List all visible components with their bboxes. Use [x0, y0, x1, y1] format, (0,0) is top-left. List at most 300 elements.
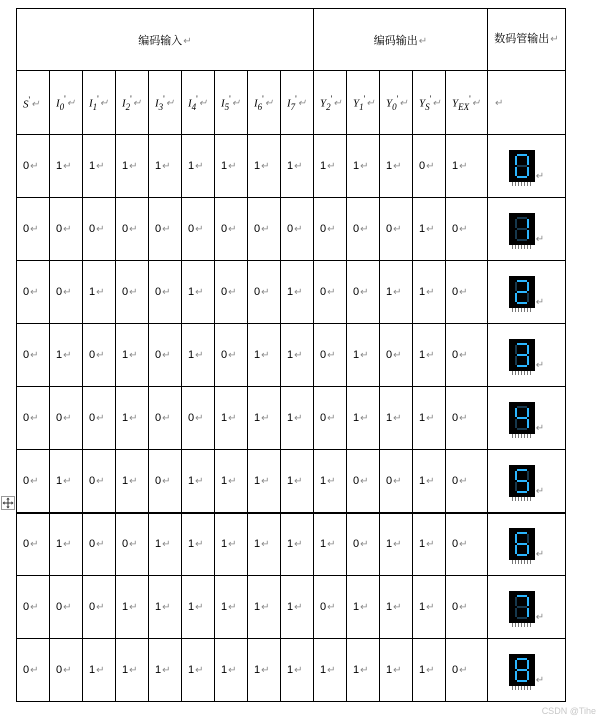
- cell-value: 0: [23, 160, 30, 172]
- cell-value: 0: [56, 223, 63, 235]
- paragraph-mark: ↵: [96, 602, 105, 613]
- paragraph-mark: ↵: [63, 602, 72, 613]
- table-cell: [446, 576, 488, 639]
- table-cell: [182, 513, 215, 576]
- cell-value: 1: [320, 664, 327, 676]
- paragraph-mark: ↵: [327, 287, 336, 298]
- cell-value: 1: [122, 349, 129, 361]
- paragraph-mark: ↵: [228, 665, 237, 676]
- paragraph-mark: ↵: [327, 602, 336, 613]
- cell-value: 1: [56, 160, 63, 172]
- seven-segment-digit: [509, 528, 535, 560]
- table-cell: [380, 639, 413, 702]
- table-cell: [380, 387, 413, 450]
- truth-table-row: [17, 387, 566, 450]
- paragraph-mark: ↵: [99, 98, 109, 110]
- seven-segment-display: [509, 276, 535, 308]
- cell-value: 1: [155, 160, 162, 172]
- table-cell: [380, 324, 413, 387]
- paragraph-mark: ↵: [399, 98, 408, 110]
- paragraph-mark: ↵: [426, 161, 435, 172]
- paragraph-mark: ↵: [393, 413, 402, 424]
- paragraph-mark: ↵: [228, 224, 237, 235]
- paragraph-mark: ↵: [195, 665, 204, 676]
- paragraph-mark: ↵: [432, 98, 441, 110]
- cell-value: 0: [386, 223, 393, 235]
- cell-value: 1: [188, 664, 195, 676]
- cell-value: 0: [155, 349, 162, 361]
- display-pins: [512, 308, 532, 312]
- cell-value: 1: [419, 349, 426, 361]
- signal-subscript: 1: [359, 101, 364, 112]
- table-cell: [446, 324, 488, 387]
- signal-name: I: [89, 97, 93, 110]
- segment-e: [515, 230, 517, 239]
- segment-e: [515, 671, 517, 680]
- paragraph-mark: ↵: [195, 161, 204, 172]
- paragraph-mark: ↵: [360, 224, 369, 235]
- segment-g: [517, 417, 527, 419]
- table-cell: [347, 324, 380, 387]
- cell-value: 0: [23, 538, 30, 551]
- paragraph-mark: ↵: [535, 675, 545, 686]
- paragraph-mark: ↵: [30, 350, 39, 361]
- prime-mark: ': [330, 93, 333, 104]
- paragraph-mark: ↵: [129, 161, 138, 172]
- cell-value: 1: [254, 664, 261, 676]
- table-cell: [413, 324, 446, 387]
- segment-e: [515, 419, 517, 428]
- segment-b: [527, 660, 529, 669]
- table-cell: [182, 135, 215, 198]
- cell-value: 0: [122, 286, 129, 298]
- cell-value: 0: [320, 223, 327, 235]
- cell-value: 0: [23, 664, 30, 676]
- cell-value: 0: [353, 474, 360, 487]
- table-cell: [116, 135, 149, 198]
- table-cell: [215, 639, 248, 702]
- cell-value: 0: [254, 223, 261, 235]
- prime-mark: ': [469, 93, 471, 104]
- display-cell: [488, 198, 566, 261]
- signal-name: I: [155, 97, 159, 110]
- segment-d: [517, 554, 527, 556]
- cell-value: 0: [56, 286, 63, 298]
- input-group-header: 编码输入↵: [17, 9, 314, 71]
- segment-e: [515, 608, 517, 617]
- paragraph-mark: ↵: [393, 665, 402, 676]
- signal-subscript: 5: [224, 101, 230, 112]
- cell-value: 0: [56, 664, 63, 676]
- table-cell: [380, 576, 413, 639]
- cell-value: 1: [287, 474, 294, 487]
- table-cell: [446, 198, 488, 261]
- paragraph-mark: ↵: [261, 665, 270, 676]
- paragraph-mark: ↵: [228, 602, 237, 613]
- table-cell: [149, 324, 182, 387]
- table-cell: [413, 639, 446, 702]
- display-pins: [512, 686, 532, 690]
- table-cell: [413, 387, 446, 450]
- table-cell: [83, 513, 116, 576]
- table-cell: [347, 639, 380, 702]
- paragraph-mark: ↵: [535, 423, 545, 434]
- cell-value: 1: [221, 412, 228, 424]
- paragraph-mark: ↵: [63, 475, 72, 487]
- table-cell: [248, 198, 281, 261]
- table-cell: [182, 261, 215, 324]
- table-cell: [446, 450, 488, 513]
- cell-value: 0: [452, 664, 459, 676]
- segment-c: [527, 482, 529, 491]
- prime-mark: ': [163, 93, 165, 104]
- cell-value: 0: [287, 223, 294, 235]
- cell-value: 1: [221, 538, 228, 551]
- paragraph-mark: ↵: [165, 98, 175, 110]
- table-cell: [248, 576, 281, 639]
- paragraph-mark: ↵: [393, 350, 402, 361]
- cell-value: 1: [155, 538, 162, 551]
- table-cell: [314, 513, 347, 576]
- signal-name: S: [23, 98, 29, 111]
- move-arrows-icon[interactable]: [1, 496, 15, 510]
- prime-mark: ': [64, 93, 66, 104]
- segment-c: [527, 230, 529, 239]
- table-cell: [215, 513, 248, 576]
- paragraph-mark: ↵: [129, 413, 138, 424]
- paragraph-mark: ↵: [459, 413, 468, 424]
- cell-value: 1: [353, 664, 360, 676]
- prime-mark: ': [196, 93, 198, 104]
- cell-value: 1: [419, 223, 426, 235]
- paragraph-mark: ↵: [459, 665, 468, 676]
- table-cell: [182, 198, 215, 261]
- cell-value: 1: [386, 538, 393, 551]
- paragraph-mark: ↵: [327, 224, 336, 235]
- segment-c: [527, 167, 529, 176]
- cell-value: 1: [89, 160, 96, 172]
- cell-value: 1: [320, 538, 327, 551]
- paragraph-mark: ↵: [333, 98, 342, 110]
- table-cell: [50, 387, 83, 450]
- display-pins: [512, 560, 532, 564]
- seven-segment-display: [509, 402, 535, 434]
- table-cell: [248, 639, 281, 702]
- paragraph-mark: ↵: [195, 287, 204, 298]
- cell-value: 0: [320, 349, 327, 361]
- paragraph-mark: ↵: [535, 297, 545, 308]
- cell-value: 0: [155, 412, 162, 424]
- truth-table-row: [17, 324, 566, 387]
- display-cell: [488, 450, 566, 513]
- segment-c: [527, 545, 529, 554]
- cell-value: 0: [188, 223, 195, 235]
- table-cell: [248, 135, 281, 198]
- segment-e: [515, 482, 517, 491]
- paragraph-mark: ↵: [360, 475, 369, 487]
- table-cell: [446, 639, 488, 702]
- paragraph-mark: ↵: [162, 287, 171, 298]
- table-cell: [17, 135, 50, 198]
- segment-c: [527, 608, 529, 617]
- signal-subscript: 2: [326, 101, 331, 112]
- table-cell: [347, 513, 380, 576]
- table-cell: [182, 450, 215, 513]
- paragraph-mark: ↵: [129, 287, 138, 298]
- cell-value: 1: [419, 664, 426, 676]
- paragraph-mark: ↵: [96, 413, 105, 424]
- signal-header: [116, 71, 149, 135]
- paragraph-mark: ↵: [393, 475, 402, 487]
- cell-value: 1: [122, 601, 129, 613]
- paragraph-mark: ↵: [195, 413, 204, 424]
- paragraph-mark: ↵: [195, 350, 204, 361]
- cell-value: 0: [122, 223, 129, 235]
- cell-value: 1: [419, 474, 426, 487]
- prime-mark: ': [97, 93, 99, 104]
- table-cell: [17, 639, 50, 702]
- cell-value: 0: [386, 474, 393, 487]
- signal-subscript: 4: [191, 101, 197, 112]
- paragraph-mark: ↵: [366, 98, 375, 110]
- paragraph-mark: ↵: [228, 287, 237, 298]
- table-cell: [248, 324, 281, 387]
- truth-table-row: [17, 639, 566, 702]
- segment-g: [517, 165, 527, 167]
- paragraph-mark: ↵: [535, 171, 545, 182]
- prime-mark: ': [28, 94, 31, 105]
- segment-b: [527, 219, 529, 228]
- paragraph-mark: ↵: [96, 475, 105, 487]
- table-cell: [347, 387, 380, 450]
- cell-value: 0: [452, 474, 459, 487]
- table-cell: [116, 576, 149, 639]
- paragraph-mark: ↵: [228, 539, 237, 551]
- paragraph-mark: ↵: [96, 287, 105, 298]
- prime-mark: ': [363, 93, 366, 104]
- cell-value: 0: [56, 601, 63, 613]
- table-cell: [83, 450, 116, 513]
- paragraph-mark: ↵: [294, 287, 303, 298]
- seven-segment-display: [509, 654, 535, 686]
- output-group-header: 编码输出↵: [314, 9, 488, 71]
- cell-value: 0: [122, 538, 129, 551]
- table-cell: [281, 261, 314, 324]
- paragraph-mark: ↵: [393, 602, 402, 613]
- table-cell: [149, 450, 182, 513]
- segment-a: [517, 343, 527, 345]
- segment-g: [517, 480, 527, 482]
- cell-value: 0: [23, 412, 30, 424]
- display-pins: [512, 182, 532, 186]
- signal-header-row: [17, 71, 566, 135]
- cell-value: 1: [188, 538, 195, 551]
- cell-value: 1: [353, 349, 360, 361]
- table-cell: [116, 513, 149, 576]
- paragraph-mark: ↵: [195, 224, 204, 235]
- paragraph-mark: ↵: [228, 161, 237, 172]
- table-cell: [17, 198, 50, 261]
- table-cell: [380, 135, 413, 198]
- segment-f: [515, 282, 517, 291]
- cell-value: 1: [287, 601, 294, 613]
- table-cell: [446, 387, 488, 450]
- paragraph-mark: ↵: [535, 360, 545, 371]
- cell-value: 0: [452, 223, 459, 235]
- signal-header: [380, 71, 413, 135]
- paragraph-mark: ↵: [261, 602, 270, 613]
- table-cell: [413, 450, 446, 513]
- cell-value: 1: [419, 412, 426, 424]
- table-cell: [314, 198, 347, 261]
- table-cell: [413, 198, 446, 261]
- display-cell: [488, 513, 566, 576]
- paragraph-mark: ↵: [426, 475, 435, 487]
- paragraph-mark: ↵: [495, 97, 504, 109]
- table-cell: [215, 135, 248, 198]
- paragraph-mark: ↵: [360, 161, 369, 172]
- segment-g: [517, 291, 527, 293]
- signal-subscript: 7: [290, 101, 296, 112]
- table-cell: [446, 135, 488, 198]
- signal-subscript: 6: [257, 101, 263, 112]
- paragraph-mark: ↵: [360, 665, 369, 676]
- cell-value: 1: [452, 160, 459, 172]
- table-cell: [83, 324, 116, 387]
- paragraph-mark: ↵: [129, 539, 138, 551]
- prime-mark: ': [396, 93, 399, 104]
- segment-f: [515, 660, 517, 669]
- truth-table-row: [17, 450, 566, 513]
- segment-a: [517, 217, 527, 219]
- paragraph-mark: ↵: [327, 665, 336, 676]
- table-cell: [149, 135, 182, 198]
- cell-value: 1: [89, 664, 96, 676]
- cell-value: 0: [23, 601, 30, 613]
- paragraph-mark: ↵: [261, 539, 270, 551]
- prime-mark: ': [130, 93, 132, 104]
- table-cell: [413, 261, 446, 324]
- table-cell: [116, 639, 149, 702]
- paragraph-mark: ↵: [162, 350, 171, 361]
- signal-subscript: 0: [392, 101, 397, 112]
- signal-subscript: S: [425, 101, 430, 112]
- truth-table-row: [17, 198, 566, 261]
- signal-name: I: [254, 97, 258, 110]
- paragraph-mark: ↵: [459, 224, 468, 235]
- segment-g: [517, 669, 527, 671]
- segment-e: [515, 356, 517, 365]
- table-cell: [380, 450, 413, 513]
- paragraph-mark: ↵: [459, 539, 468, 551]
- paragraph-mark: ↵: [327, 475, 336, 487]
- cell-value: 1: [419, 538, 426, 551]
- signal-header: [215, 71, 248, 135]
- cell-value: 1: [287, 286, 294, 298]
- cell-value: 1: [221, 601, 228, 613]
- table-cell: [413, 576, 446, 639]
- table-cell: [314, 261, 347, 324]
- segment-d: [517, 365, 527, 367]
- signal-name: Y: [353, 97, 360, 110]
- signal-name: I: [188, 97, 192, 110]
- paragraph-mark: ↵: [264, 98, 274, 110]
- cell-value: 1: [353, 160, 360, 172]
- seven-segment-display: [509, 528, 535, 560]
- table-cell: [215, 324, 248, 387]
- cell-value: 0: [23, 223, 30, 235]
- segment-b: [527, 156, 529, 165]
- paragraph-mark: ↵: [63, 161, 72, 172]
- signal-name: Y: [386, 97, 393, 110]
- paragraph-mark: ↵: [261, 413, 270, 424]
- paragraph-mark: ↵: [294, 602, 303, 613]
- segment-f: [515, 597, 517, 606]
- table-cell: [149, 639, 182, 702]
- prime-mark: ': [429, 93, 432, 104]
- paragraph-mark: ↵: [31, 99, 40, 111]
- paragraph-mark: ↵: [96, 161, 105, 172]
- table-cell: [149, 576, 182, 639]
- cell-value: 1: [353, 601, 360, 613]
- segment-a: [517, 469, 527, 471]
- cell-value: 1: [122, 474, 129, 487]
- table-cell: [50, 324, 83, 387]
- cell-value: 0: [89, 538, 96, 551]
- cell-value: 0: [155, 223, 162, 235]
- paragraph-mark: ↵: [294, 224, 303, 235]
- paragraph-mark: ↵: [459, 475, 468, 487]
- paragraph-mark: ↵: [535, 485, 545, 497]
- signal-name: Y: [452, 97, 459, 110]
- cell-value: 1: [386, 601, 393, 613]
- seven-segment-digit: [509, 213, 535, 245]
- table-cell: [380, 198, 413, 261]
- cell-value: 1: [287, 412, 294, 424]
- paragraph-mark: ↵: [471, 98, 481, 110]
- paragraph-mark: ↵: [393, 287, 402, 298]
- table-cell: [149, 387, 182, 450]
- segment-a: [517, 280, 527, 282]
- cell-value: 0: [221, 349, 228, 361]
- paragraph-mark: ↵: [30, 665, 39, 676]
- cell-value: 1: [386, 286, 393, 298]
- paragraph-mark: ↵: [231, 98, 241, 110]
- paragraph-mark: ↵: [426, 665, 435, 676]
- display-pins: [512, 623, 532, 627]
- table-cell: [50, 639, 83, 702]
- cell-value: 0: [386, 349, 393, 361]
- paragraph-mark: ↵: [393, 539, 402, 551]
- paragraph-mark: ↵: [459, 602, 468, 613]
- cell-value: 1: [320, 474, 327, 487]
- table-cell: [182, 639, 215, 702]
- segment-e: [515, 545, 517, 554]
- cell-value: 1: [89, 286, 96, 298]
- paragraph-mark: ↵: [129, 602, 138, 613]
- segment-f: [515, 534, 517, 543]
- table-cell: [17, 261, 50, 324]
- cell-value: 0: [353, 286, 360, 298]
- segment-f: [515, 345, 517, 354]
- table-cell: [446, 513, 488, 576]
- cell-value: 1: [320, 160, 327, 172]
- seven-segment-digit: [509, 150, 535, 182]
- paragraph-mark: ↵: [195, 602, 204, 613]
- display-header-empty: [488, 71, 566, 135]
- table-cell: [314, 576, 347, 639]
- cell-value: 1: [386, 412, 393, 424]
